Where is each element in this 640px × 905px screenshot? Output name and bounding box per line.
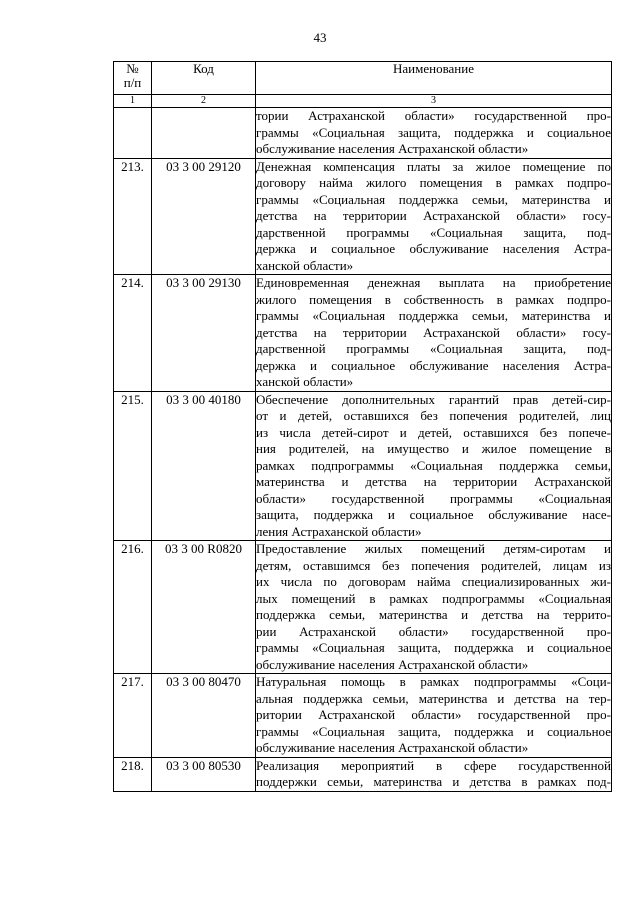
row-name-line: детям, оставшимся без попечения родителей, лицам из (256, 557, 611, 573)
row-name-line: детства на территории Астраханской области» госу- (256, 208, 611, 223)
table-row (114, 541, 612, 674)
page-number: 43 (313, 30, 327, 45)
row-name-line: Денежная компенсация платы за жилое помещение по (256, 158, 611, 174)
row-name (256, 275, 612, 392)
header-name: Наименование (256, 62, 612, 95)
row-name-line: граммы «Социальная поддержка семьи, материнства и (256, 308, 611, 323)
row-number: 213. (114, 158, 152, 275)
row-name-line: тории Астраханской области» государственной про- (256, 108, 611, 123)
table-row (114, 275, 612, 392)
row-number (114, 108, 152, 159)
row-name-line: ния родителей, на имущество и жилое помещение в (256, 441, 611, 456)
row-name-line: Обеспечение дополнительных гарантий прав детей-сир- (256, 391, 611, 407)
row-number: 216. (114, 541, 152, 674)
table-row (114, 757, 612, 791)
row-name (256, 158, 612, 275)
table-row (114, 108, 612, 159)
row-name (256, 757, 612, 791)
row-code: 03 3 00 29120 (152, 158, 256, 275)
row-name-line: обслуживание населения Астраханской области» (256, 656, 529, 672)
row-name-line: граммы «Социальная защита, поддержка и социальное (256, 124, 611, 140)
row-name (256, 541, 612, 674)
row-name-line: договору найма жилого помещения в рамках подпро- (256, 175, 611, 190)
row-name-line: лых помещений в рамках подпрограммы «Социальная (256, 590, 611, 606)
row-code: 03 3 00 29130 (152, 275, 256, 392)
row-name-line: Натуральная помощь в рамках подпрограммы «Соци- (256, 674, 611, 689)
row-number: 215. (114, 391, 152, 541)
row-name-line: рии Астраханской области» государственной про- (256, 623, 611, 639)
row-name-line: ления Астраханской области» (256, 523, 422, 539)
column-index-3: 3 (256, 95, 612, 108)
row-name-line: защита, поддержка и социальное обслуживание насе- (256, 507, 611, 522)
row-code: 03 3 00 R0820 (152, 541, 256, 674)
header-number-abbrev: п/п (123, 75, 142, 90)
row-name (256, 674, 612, 758)
row-name-line: ханской области» (256, 257, 354, 273)
row-name-line: обслуживание населения Астраханской области» (256, 740, 529, 755)
row-name-line: материнства и детства на территории Астраханской (256, 474, 611, 489)
row-name-line: детства на территории Астраханской области» госу- (256, 324, 611, 340)
row-name-line: дарственной программы «Социальная защита, под- (256, 341, 611, 356)
row-number: 218. (114, 757, 152, 791)
row-name-line: ритории Астраханской области» государственной про- (256, 707, 611, 722)
column-index-row (114, 95, 612, 108)
column-index-1: 1 (114, 95, 152, 108)
header-number-sign: № (126, 61, 139, 76)
budget-classification-table (113, 61, 612, 792)
header-code: Код (152, 62, 256, 95)
row-name-line: из числа детей-сирот и детей, оставшихся без попече- (256, 424, 611, 440)
row-name-line: держка и социальное обслуживание населения Астра- (256, 241, 611, 256)
row-name-line: ханской области» (256, 374, 354, 389)
row-name-line: их числа по договорам найма специализированных жи- (256, 574, 611, 589)
table-row (114, 158, 612, 275)
table-header-row (114, 62, 612, 95)
row-name-line: области» государственной программы «Социальная (256, 490, 611, 506)
row-code: 03 3 00 40180 (152, 391, 256, 541)
row-number: 214. (114, 275, 152, 392)
table-row (114, 391, 612, 541)
row-name (256, 391, 612, 541)
row-name-line: Единовременная денежная выплата на приобретение (256, 275, 611, 290)
table-row (114, 674, 612, 758)
row-name-line: Реализация мероприятий в сфере государственной (256, 757, 611, 773)
row-name-line: дарственной программы «Социальная защита, под- (256, 224, 611, 240)
row-name-line: обслуживание населения Астраханской области» (256, 141, 529, 156)
row-number: 217. (114, 674, 152, 758)
column-index-2: 2 (152, 95, 256, 108)
row-name-line: граммы «Социальная защита, поддержка и социальное (256, 640, 611, 655)
row-name-line: поддержка семьи, материнства и детства на террито- (256, 607, 611, 622)
row-name-line: альная поддержка семьи, материнства и детства на тер- (256, 690, 611, 706)
row-code: 03 3 00 80470 (152, 674, 256, 758)
row-code: 03 3 00 80530 (152, 757, 256, 791)
row-name-line: жилого помещения в собственность в рамках подпро- (256, 291, 611, 307)
header-number (114, 62, 152, 95)
row-name (256, 108, 612, 159)
row-name-line: Предоставление жилых помещений детям-сиротам и (256, 541, 611, 556)
row-name-line: рамках подпрограммы «Социальная поддержка семьи, (256, 457, 611, 473)
row-code (152, 108, 256, 159)
row-name-line: граммы «Социальная защита, поддержка и социальное (256, 723, 611, 739)
row-name-line: поддержки семьи, материнства и детства в рамках под- (256, 774, 611, 789)
row-name-line: граммы «Социальная поддержка семьи, материнства и (256, 191, 611, 207)
row-name-line: от и детей, оставшихся без попечения родителей, лиц (256, 408, 611, 423)
row-name-line: держка и социальное обслуживание населения Астра- (256, 357, 611, 373)
